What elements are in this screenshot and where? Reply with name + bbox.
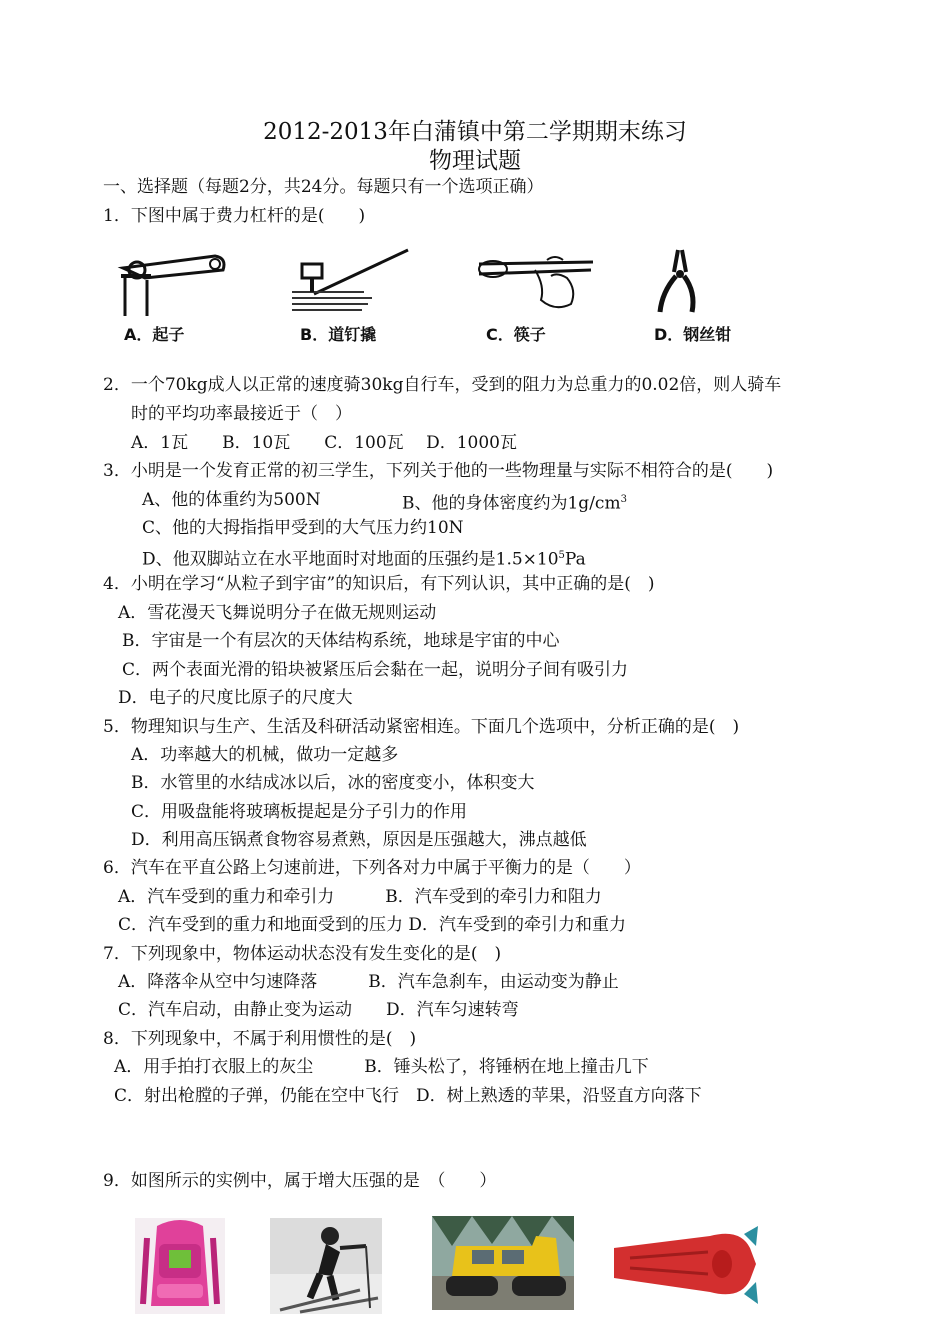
q4-stem: 4．小明在学习“从粒子到宇宙”的知识后，有下列认识，其中正确的是( ) — [103, 574, 655, 594]
q7-options-cd: C．汽车启动，由静止变为运动 D．汽车匀速转弯 — [118, 1000, 519, 1020]
q1-stem: 1．下图中属于费力杠杆的是( ) — [103, 206, 366, 226]
q5-option-a: A．功率越大的机械，做功一定越多 — [131, 745, 399, 765]
spike-lever-figure — [292, 246, 412, 318]
safety-hammer-photo — [610, 1218, 760, 1312]
exam-subtitle: 物理试题 — [429, 148, 521, 174]
q8-stem: 8．下列现象中，不属于利用惯性的是( ) — [103, 1029, 417, 1049]
q7-options-ab: A．降落伞从空中匀速降落 B．汽车急刹车，由运动变为静止 — [118, 972, 619, 992]
q2-options: A．1瓦 B．10瓦 C．100瓦 D．1000瓦 — [131, 433, 517, 453]
q4-option-b: B．宇宙是一个有层次的天体结构系统，地球是宇宙的中心 — [122, 631, 560, 651]
q5-option-c: C．用吸盘能将玻璃板提起是分子引力的作用 — [131, 802, 468, 822]
q4-option-a: A．雪花漫天飞舞说明分子在做无规则运动 — [118, 603, 437, 623]
q2-stem: 2．一个70kg成人以正常的速度骑30kg自行车，受到的阻力为总重力的0.02倍，则人骑车 — [103, 375, 782, 395]
q1-caption-d: D．钢丝钳 — [654, 325, 732, 344]
q3-option-d: D、他双脚站立在水平地面时对地面的压强约是$1.5\times 10^5Pa$ — [142, 549, 586, 570]
q8-options-cd: C．射出枪膛的子弹，仍能在空中飞行 D．树上熟透的苹果，沿竖直方向落下 — [114, 1086, 702, 1106]
q1-caption-b: B．道钉撬 — [300, 325, 377, 344]
chopsticks-figure — [475, 246, 595, 318]
q5-option-d: D．利用高压锅煮食物容易煮熟，原因是压强越大，沸点越低 — [131, 830, 587, 850]
q3-option-a: A、他的体重约为500N — [142, 490, 321, 510]
skier-photo — [270, 1218, 382, 1314]
q3-option-b: B、他的身体密度约为$1g/cm^3$ — [402, 493, 627, 514]
q9-stem: 9．如图所示的实例中，属于增大压强的是 （ ） — [103, 1171, 497, 1191]
q1-caption-c: C．筷子 — [486, 325, 546, 344]
section-heading: 一、选择题（每题2分，共24分。每题只有一个选项正确） — [103, 177, 544, 197]
bottle-opener-figure — [115, 246, 230, 318]
q8-options-ab: A．用手拍打衣服上的灰尘 B．锤头松了，将锤柄在地上撞击几下 — [114, 1057, 649, 1077]
q6-options-cd: C．汽车受到的重力和地面受到的压力 D．汽车受到的牵引力和重力 — [118, 915, 627, 935]
q5-option-b: B．水管里的水结成冰以后，冰的密度变小，体积变大 — [131, 773, 535, 793]
q3-stem: 3．小明是一个发育正常的初三学生，下列关于他的一些物理量与实际不相符合的是( ) — [103, 461, 774, 481]
q4-option-c: C．两个表面光滑的铅块被紧压后会黏在一起，说明分子间有吸引力 — [122, 660, 629, 680]
pliers-figure — [648, 246, 708, 318]
backpack-photo — [135, 1218, 225, 1314]
q6-options-ab: A．汽车受到的重力和牵引力 B．汽车受到的牵引力和阻力 — [118, 887, 602, 907]
q2-stem-cont: 时的平均功率最接近于（ ） — [131, 404, 352, 424]
q4-option-d: D．电子的尺度比原子的尺度大 — [118, 688, 353, 708]
q5-stem: 5．物理知识与生产、生活及科研活动紧密相连。下面几个选项中，分析正确的是( ) — [103, 717, 740, 737]
exam-title: 2012-2013年白蒲镇中第二学期期末练习 — [263, 119, 687, 145]
q3-option-c: C、他的大拇指指甲受到的大气压力约10N — [142, 518, 464, 538]
q7-stem: 7．下列现象中，物体运动状态没有发生变化的是( ) — [103, 944, 502, 964]
tracked-vehicle-photo — [432, 1216, 574, 1310]
q6-stem: 6．汽车在平直公路上匀速前进，下列各对力中属于平衡力的是（ ） — [103, 858, 641, 878]
q1-caption-a: A．起子 — [124, 325, 185, 344]
